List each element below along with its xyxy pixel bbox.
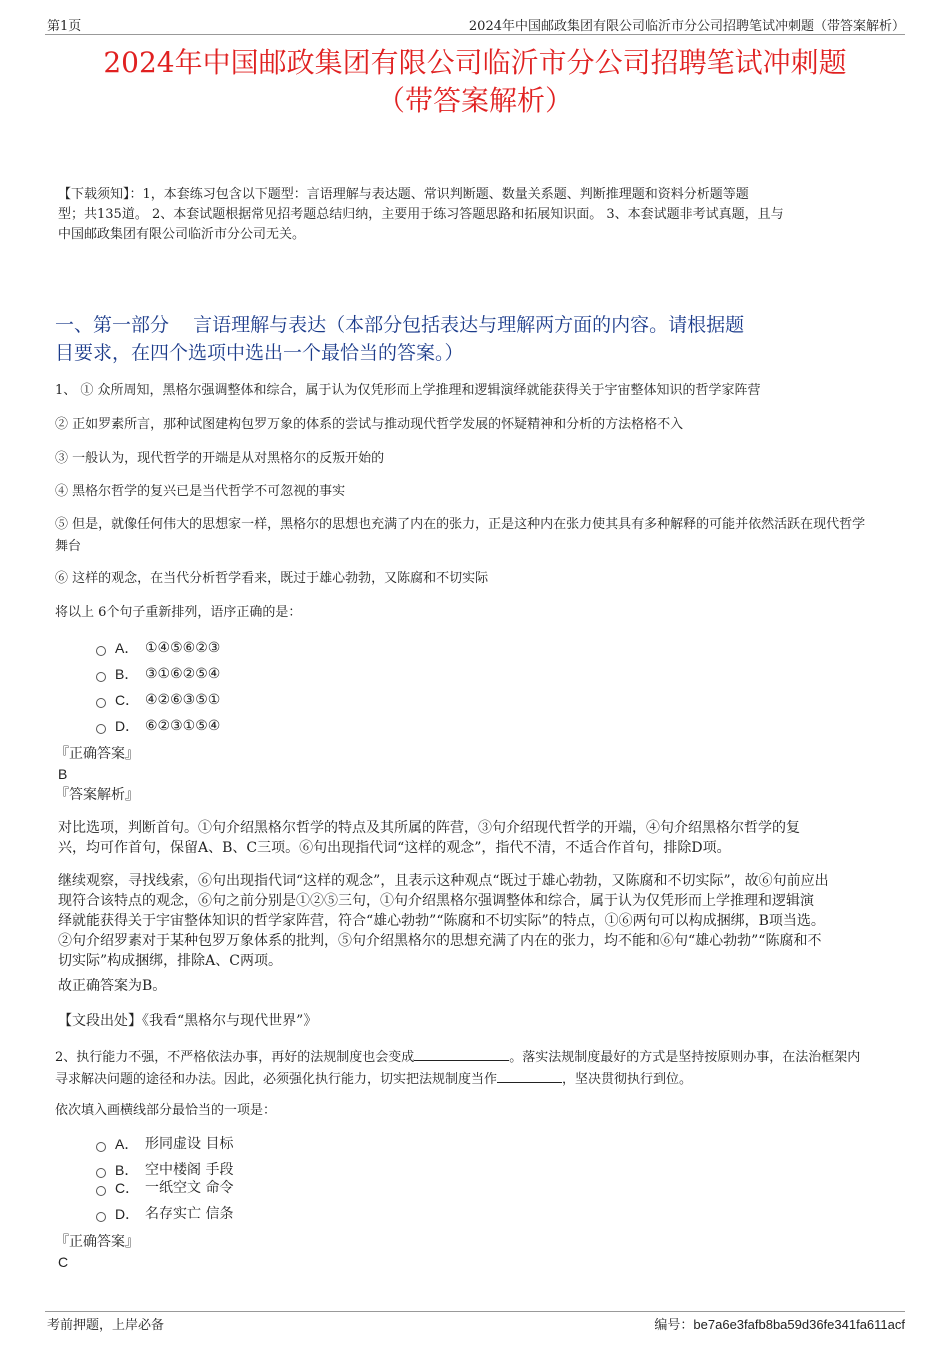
q2-option-a[interactable]: A． 形同虚设 目标 [96,1134,233,1154]
radio-icon[interactable] [96,1142,106,1152]
q2-answer: C [58,1254,69,1270]
document-title-line1: 2024年中国邮政集团有限公司临沂市分公司招聘笔试冲刺题 [103,46,847,79]
q2-option-b[interactable]: B． 空中楼阁 手段 [96,1160,233,1180]
q1-source: 【文段出处】《我看“黑格尔与现代世界”》 [58,1013,318,1029]
q2-prompt: 依次填入画横线部分最恰当的一项是： [55,1103,277,1118]
q1-option-d[interactable]: D． ⑥②③①⑤④ [96,716,220,736]
q1-conclusion: 故正确答案为B。 [58,978,167,994]
q1-prompt: 将以上 6个句子重新排列，语序正确的是： [55,605,302,620]
radio-icon[interactable] [96,1186,106,1196]
q1-sentence-2: ② 正如罗素所言，那种试图建构包罗万象的体系的尝试与推动现代哲学发展的怀疑精神和分析的方法格格不入 [55,417,684,432]
radio-icon[interactable] [96,1212,106,1222]
q1-sentence-6: ⑥ 这样的观念，在当代分析哲学看来，既过于雄心勃勃，又陈腐和不切实际 [55,571,489,586]
running-title: 2024年中国邮政集团有限公司临沂市分公司招聘笔试冲刺题（带答案解析） [468,19,905,34]
q1-analysis-label: 『答案解析』 [55,787,139,803]
q1-option-a[interactable]: A． ①④⑤⑥②③ [96,638,220,658]
radio-icon[interactable] [96,724,106,734]
radio-icon[interactable] [96,1168,106,1178]
header-divider [45,34,905,35]
q2-option-d[interactable]: D． 名存实亡 信条 [96,1204,233,1224]
q1-analysis-paragraph-2: 继续观察，寻找线索，⑥句出现指代词“这样的观念”，且表示这种观点“既过于雄心勃勃，又陈腐和不切实际”，故⑥句前应出 现符合该特点的观念，⑥句之前分别是①②⑤三句，①句介绍黑格尔强调整体和综合，属于认为仅凭形而上学推理和逻辑演 绎就能获得关于宇宙整体知识的哲学家阵营，符合“雄心勃勃”“陈腐和不切实际”的特点，①⑥两句可以构成捆绑，B项当选。 ②句介绍罗素对于某种包罗万象体系的批判，⑤句介绍黑格尔的思想充满了内在的张力，均不能和⑥句“雄心勃勃”“陈腐和不 切实际”构成捆绑，排除A、C两项。 [58,873,829,969]
q1-sentence-4: ④ 黑格尔哲学的复兴已是当代哲学不可忽视的事实 [55,484,346,499]
document-id: 编号：be7a6e3fafb8ba59d36fe341fa611acf [654,1317,905,1333]
answer-blank-2 [497,1068,562,1083]
q1-sentence-5: ⑤ 但是，就像任何伟大的思想家一样，黑格尔的思想也充满了内在的张力，正是这种内在张力使其具有多种解释的可能并依然活跃在现代哲学 舞台 [55,517,866,554]
footer-slogan: 考前押题，上岸必备 [47,1318,165,1333]
radio-icon[interactable] [96,672,106,682]
q1-answer: B [58,766,68,782]
q1-answer-label: 『正确答案』 [55,746,139,762]
document-title-line2: （带答案解析） [376,84,573,117]
radio-icon[interactable] [96,698,106,708]
page-number: 第1页 [47,19,82,34]
q1-option-b[interactable]: B． ③①⑥②⑤④ [96,664,220,684]
q2-option-c[interactable]: C． 一纸空文 命令 [96,1178,233,1198]
q2-stem: 2、执行能力不强，不严格依法办事，再好的法规制度也会变成 。落实法规制度最好的方式是坚持按原则办事，在法治框架内 寻求解决问题的途径和办法。因此，必须强化执行能力，切实把法规制度当作 ，坚决贯彻执行到位。 [55,1046,915,1090]
q1-sentence-3: ③ 一般认为，现代哲学的开端是从对黑格尔的反叛开始的 [55,451,385,466]
radio-icon[interactable] [96,646,106,656]
q1-option-c[interactable]: C． ④②⑥③⑤① [96,690,220,710]
footer-divider [45,1311,905,1312]
section-heading: 一、第一部分 言语理解与表达（本部分包括表达与理解两方面的内容。请根据题 目要求，在四个选项中选出一个最恰当的答案。） [55,314,745,364]
download-notice: 【下载须知】：1，本套练习包含以下题型：言语理解与表达题、常识判断题、数量关系题、判断推理题和资料分析题等题 型；共135道。 2、本套试题根据常见招考题总结归纳，主要用于练习答题思路和拓展知识面。 3、本套试题非考试真题，且与 中国邮政集团有限公司临沂市分公司无关。 [58,187,784,242]
answer-blank-1 [414,1046,509,1061]
q2-answer-label: 『正确答案』 [55,1234,139,1250]
q1-sentence-1: 1、 ① 众所周知，黑格尔强调整体和综合，属于认为仅凭形而上学推理和逻辑演绎就能获得关于宇宙整体知识的哲学家阵营 [55,383,761,398]
q1-analysis-paragraph-1: 对比选项，判断首句。①句介绍黑格尔哲学的特点及其所属的阵营，③句介绍现代哲学的开端，④句介绍黑格尔哲学的复 兴，均可作首句，保留A、B、C三项。⑥句出现指代词“这样的观念”，指代不清，不适合作首句，排除D项。 [58,820,800,856]
